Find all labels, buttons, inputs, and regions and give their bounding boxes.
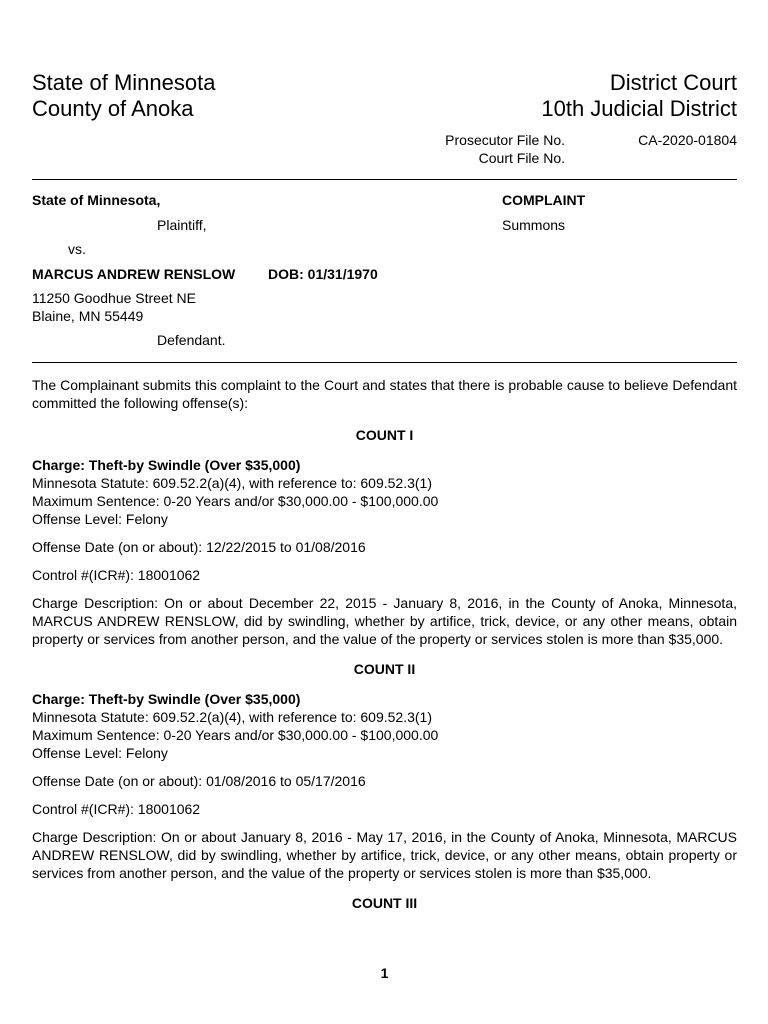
complaint-body [32,376,737,912]
count-1-level: Offense Level: Felony [32,511,168,527]
count-1-sentence: Maximum Sentence: 0-20 Years and/or $30,000.00 - $100,000.00 [32,493,439,509]
court-name: District Court [609,70,737,95]
judicial-district: 10th Judicial District [541,96,737,121]
count-2-level: Offense Level: Felony [32,745,168,761]
count-1-description: Charge Description: On or about December 22, 2015 - January 8, 2016, in the County of Anoka, Minnesota, MARCUS ANDREW RENSLOW, did by swindling, whether by artifice, trick, device, or any other means, obtain property or services from another person, and the value of the property or services stolen is more than $35,000. [32,595,737,647]
prosecutor-file-label: Prosecutor File No. [445,132,565,148]
file-numbers [434,131,737,167]
versus-label: vs. [68,241,86,257]
county-name: County of Anoka [32,96,194,121]
count-2-date: Offense Date (on or about): 01/08/2016 to 05/17/2016 [32,773,366,789]
count-2-title: COUNT II [353,661,416,677]
divider-top [32,179,737,180]
plaintiff-role: Plaintiff, [157,217,207,233]
plaintiff-name: State of Minnesota, [32,192,161,208]
divider-bottom [32,362,737,363]
document-type: COMPLAINT [502,192,586,208]
prosecutor-file-value: CA-2020-01804 [638,132,737,148]
count-1-title: COUNT I [355,427,414,443]
document-subtype: Summons [502,217,566,233]
count-2-details [32,690,737,762]
count-1-date: Offense Date (on or about): 12/22/2015 to 01/08/2016 [32,539,366,555]
defendant-role: Defendant. [157,332,226,348]
count-2-description: Charge Description: On or about January 8, 2016 - May 17, 2016, in the County of Anoka, Minnesota, MARCUS ANDREW RENSLOW, did by swindling, whether by artifice, trick, device, or any other means, obtain property or services from another person, and the value of the property or services stolen is more than $35,000. [32,829,737,881]
page-number: 1 [380,965,389,981]
defendant-address-line1: 11250 Goodhue Street NE [32,290,196,306]
count-1-charge: Charge: Theft-by Swindle (Over $35,000) [32,457,301,473]
court-file-value [565,149,737,167]
count-2-charge: Charge: Theft-by Swindle (Over $35,000) [32,691,301,707]
count-3-title: COUNT III [351,895,418,911]
court-header [32,70,737,122]
count-1-statute: Minnesota Statute: 609.52.2(a)(4), with reference to: 609.52.3(1) [32,475,433,491]
court-file-label: Court File No. [478,150,565,166]
state-name: State of Minnesota [32,70,216,95]
defendant-dob: DOB: 01/31/1970 [268,266,378,282]
defendant-address-line2: Blaine, MN 55449 [32,308,144,324]
count-1-details [32,456,737,528]
document-page [32,0,737,1024]
count-2-sentence: Maximum Sentence: 0-20 Years and/or $30,000.00 - $100,000.00 [32,727,439,743]
count-2-statute: Minnesota Statute: 609.52.2(a)(4), with reference to: 609.52.3(1) [32,709,433,725]
intro-paragraph: The Complainant submits this complaint to the Court and states that there is probable cause to believe Defendant committed the following offense(s): [32,377,737,411]
defendant-name: MARCUS ANDREW RENSLOW [32,266,236,282]
count-2-control: Control #(ICR#): 18001062 [32,801,201,817]
count-1-control: Control #(ICR#): 18001062 [32,567,201,583]
